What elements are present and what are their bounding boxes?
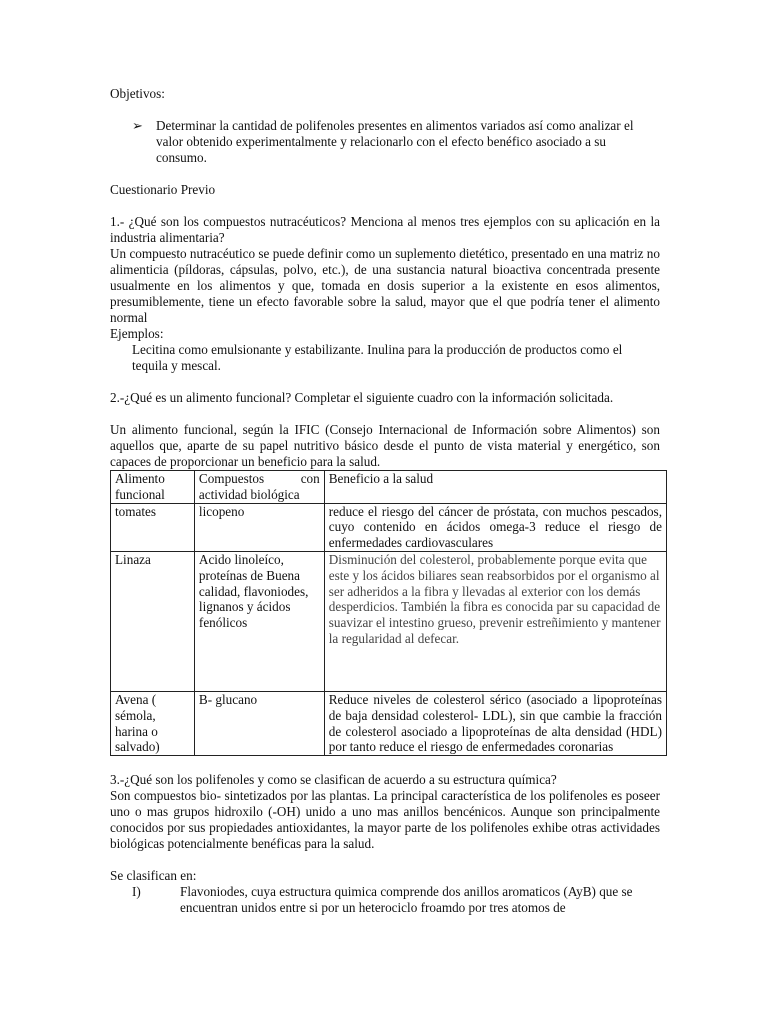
table-cell: Disminución del colesterol, probablemente porque evita que este y los ácidos biliares sean reabsorbidos por el organismo al ser adheridos a la fibra y llevadas al exterior con los demás desperdicios. También la fibra es conocida par su capacidad de suavizar el intestino grueso, prevenir estreñimiento y mantener la regularidad al defecar. [324,551,666,691]
objective-item [110,118,660,166]
answer-1: Un compuesto nutracéutico se puede definir como un suplemento dietético, presentado en una matriz no alimenticia (píldoras, cápsulas, polvo, etc.), de una sustancia natural bioactiva concentrada presente usualmente en los alimentos y que, tomada en dosis superior a la existente en esos alimentos, presumiblemente, tiene un efecto favorable sobre la salud, mayor que el que podría tener el alimento normal [110,246,660,325]
examples-label: Ejemplos: [110,326,164,341]
item-text: Flavoniodes, cuya estructura quimica comprende dos anillos aromaticos (AyB) que se encuentran unidos entre si por un heterociclo froamdo por tres atomos de [180,884,633,916]
answer-3: Son compuestos bio- sintetizados por las plantas. La principal característica de los polifenoles es poseer uno o mas grupos hidroxilo (-OH) unido a uno mas anillos bencénicos. Aunque son principalmente conocidos por sus propiedades antioxidantes, la mayor parte de los polifenoles exhibe otras actividades biológicas potencialmente benéficas para la salud. [110,788,660,852]
answer-2: Un alimento funcional, según la IFIC (Consejo Internacional de Información sobre Alimentos) son aquellos que, aparte de su papel nutritivo básico desde el punto de vista material y energético, son capaces de proporcionar un beneficio para la salud. [110,422,660,469]
table-row [111,691,667,755]
classify-label: Se clasifican en: [110,868,197,884]
examples-text: Lecitina como emulsionante y estabilizante. Inulina para la producción de productos como el tequila y mescal. [132,342,623,373]
objective-text: Determinar la cantidad de polifenoles presentes en alimentos variados así como analizar el valor obtenido experimentalmente y relacionarlo con el efecto benéfico asociado a su consumo. [156,118,634,165]
table-cell: Acido linoleíco, proteínas de Buena calidad, flavoniodes, lignanos y ácidos fenólicos [194,551,324,691]
table-header-row [111,471,667,504]
table-cell: Linaza [111,551,195,691]
table-cell: Avena ( sémola, harina o salvado) [111,691,195,755]
objetivos-heading: Objetivos: [110,86,165,101]
table-header-cell: Compuestos con actividad biológica [194,471,324,504]
table-cell: Reduce niveles de colesterol sérico (asociado a lipoproteínas de baja densidad colesterol- LDL), sin que cambie la fracción de colesterol asociado a lipoproteínas de alta densidad (HDL) por tanto reduce el riesgo de enfermedades coronarias [324,691,666,755]
document-page [110,86,660,916]
question-3: 3.-¿Qué son los polifenoles y como se clasifican de acuerdo a su estructura química? [110,772,557,788]
question-1: 1.- ¿Qué son los compuestos nutracéuticos? Menciona al menos tres ejemplos con su aplicación en la industria alimentaria? [110,214,660,245]
item-number: I) [132,884,141,900]
table-cell: licopeno [194,503,324,551]
arrow-bullet-icon: ➢ [132,118,143,133]
table-row [111,551,667,691]
table-cell: Β- glucano [194,691,324,755]
classification-item [110,884,660,916]
table-cell: reduce el riesgo del cáncer de próstata, con muchos pescados, cuyo contenido en ácidos omega-3 reduce el riesgo de enfermedades cardiovasculares [324,503,666,551]
table-row [111,503,667,551]
functional-foods-table [110,470,667,756]
cuestionario-heading: Cuestionario Previo [110,182,216,197]
question-2: 2.-¿Qué es un alimento funcional? Completar el siguiente cuadro con la información solicitada. [110,390,614,405]
table-cell: tomates [111,503,195,551]
table-header-cell: Beneficio a la salud [324,471,666,504]
table-header-cell: Alimento funcional [111,471,195,504]
